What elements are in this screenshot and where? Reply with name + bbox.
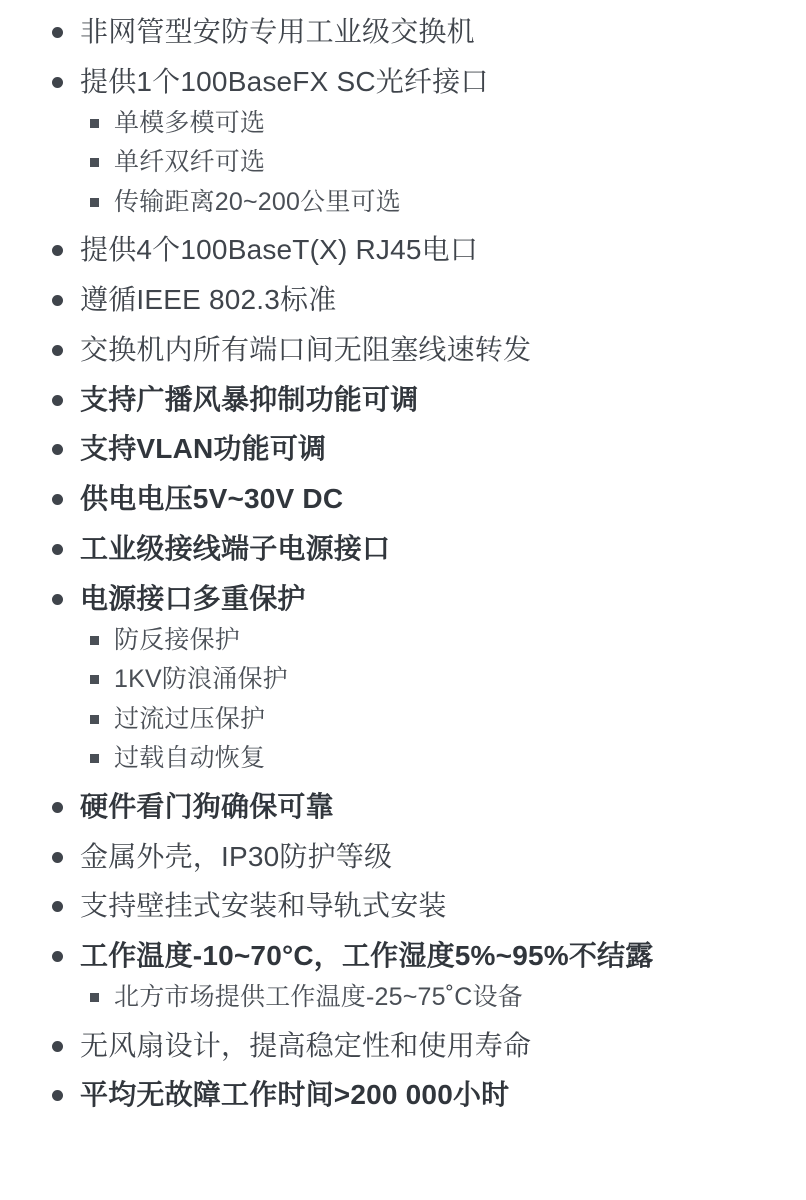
sub-list-item [80,186,786,219]
bullet-icon [52,444,63,455]
list-item-label: 遵循IEEE 802.3标准 [80,283,337,315]
list-item [20,481,786,517]
list-item-label: 金属外壳，IP30防护等级 [80,840,393,872]
list-item-label: 供电电压5V~30V DC [80,483,344,515]
list-item [20,531,786,567]
sub-list-item [80,981,786,1014]
sub-list-item-label: 防反接保护 [114,625,241,654]
square-bullet-icon [90,158,99,167]
bullet-icon [52,951,63,962]
square-bullet-icon [90,715,99,724]
list-item [20,431,786,467]
sub-list [80,624,786,775]
list-item [20,581,786,775]
list-item-label: 支持壁挂式安装和导轨式安装 [80,890,447,922]
list-item-label: 非网管型安防专用工业级交换机 [80,16,475,47]
bullet-icon [52,901,63,912]
bullet-icon [52,245,63,256]
list-item [20,332,786,368]
sub-list-item [80,742,786,775]
bullet-icon [52,852,63,863]
list-item-label: 无风扇设计，提高稳定性和使用寿命 [80,1029,532,1061]
bullet-icon [52,345,63,356]
square-bullet-icon [90,993,99,1002]
bullet-icon [52,594,63,605]
bullet-icon [52,27,63,38]
sub-list-item-label: 北方市场提供工作温度-25~75˚C设备 [114,983,523,1012]
sub-list-item-label: 传输距离20~200公里可选 [114,187,401,216]
list-item-label: 工作温度-10~70°C，工作湿度5%~95%不结露 [80,940,654,972]
spec-list [20,14,786,1113]
list-item-label: 交换机内所有端口间无阻塞线速转发 [80,333,532,365]
bullet-icon [52,295,63,306]
list-item-label: 提供4个100BaseT(X) RJ45电口 [80,234,479,266]
sub-list-item-label: 1KV防浪涌保护 [114,665,288,694]
bullet-icon [52,1090,63,1101]
sub-list-item-label: 单模多模可选 [114,108,266,137]
bullet-icon [52,494,63,505]
sub-list-item [80,107,786,140]
list-item [20,938,786,1013]
list-item [20,789,786,825]
sub-list-item [80,663,786,696]
list-item [20,282,786,318]
list-item-label: 提供1个100BaseFX SC光纤接口 [80,65,489,97]
list-item [20,232,786,268]
list-item-label: 支持广播风暴抑制功能可调 [80,383,419,415]
sub-list [80,981,786,1014]
sub-list-item [80,624,786,657]
list-item [20,14,786,50]
list-item [20,64,786,218]
bullet-icon [52,395,63,406]
bullet-icon [52,77,63,88]
sub-list-item-label: 单纤双纤可选 [114,148,266,177]
bullet-icon [52,802,63,813]
square-bullet-icon [90,675,99,684]
list-item [20,888,786,924]
list-item-label: 平均无故障工作时间>200 000小时 [80,1079,510,1111]
bullet-icon [52,544,63,555]
list-item-label: 支持VLAN功能可调 [80,433,327,465]
square-bullet-icon [90,754,99,763]
list-item-label: 硬件看门狗确保可靠 [80,790,334,822]
list-item [20,1028,786,1064]
square-bullet-icon [90,636,99,645]
list-item [20,839,786,875]
square-bullet-icon [90,119,99,128]
bullet-icon [52,1041,63,1052]
sub-list-item-label: 过流过压保护 [114,704,266,733]
list-item-label: 工业级接线端子电源接口 [80,533,391,565]
list-item [20,1077,786,1113]
list-item-label: 电源接口多重保护 [80,582,306,614]
sub-list-item [80,146,786,179]
sub-list-item-label: 过载自动恢复 [114,744,266,773]
square-bullet-icon [90,198,99,207]
sub-list [80,107,786,219]
sub-list-item [80,703,786,736]
list-item [20,382,786,418]
